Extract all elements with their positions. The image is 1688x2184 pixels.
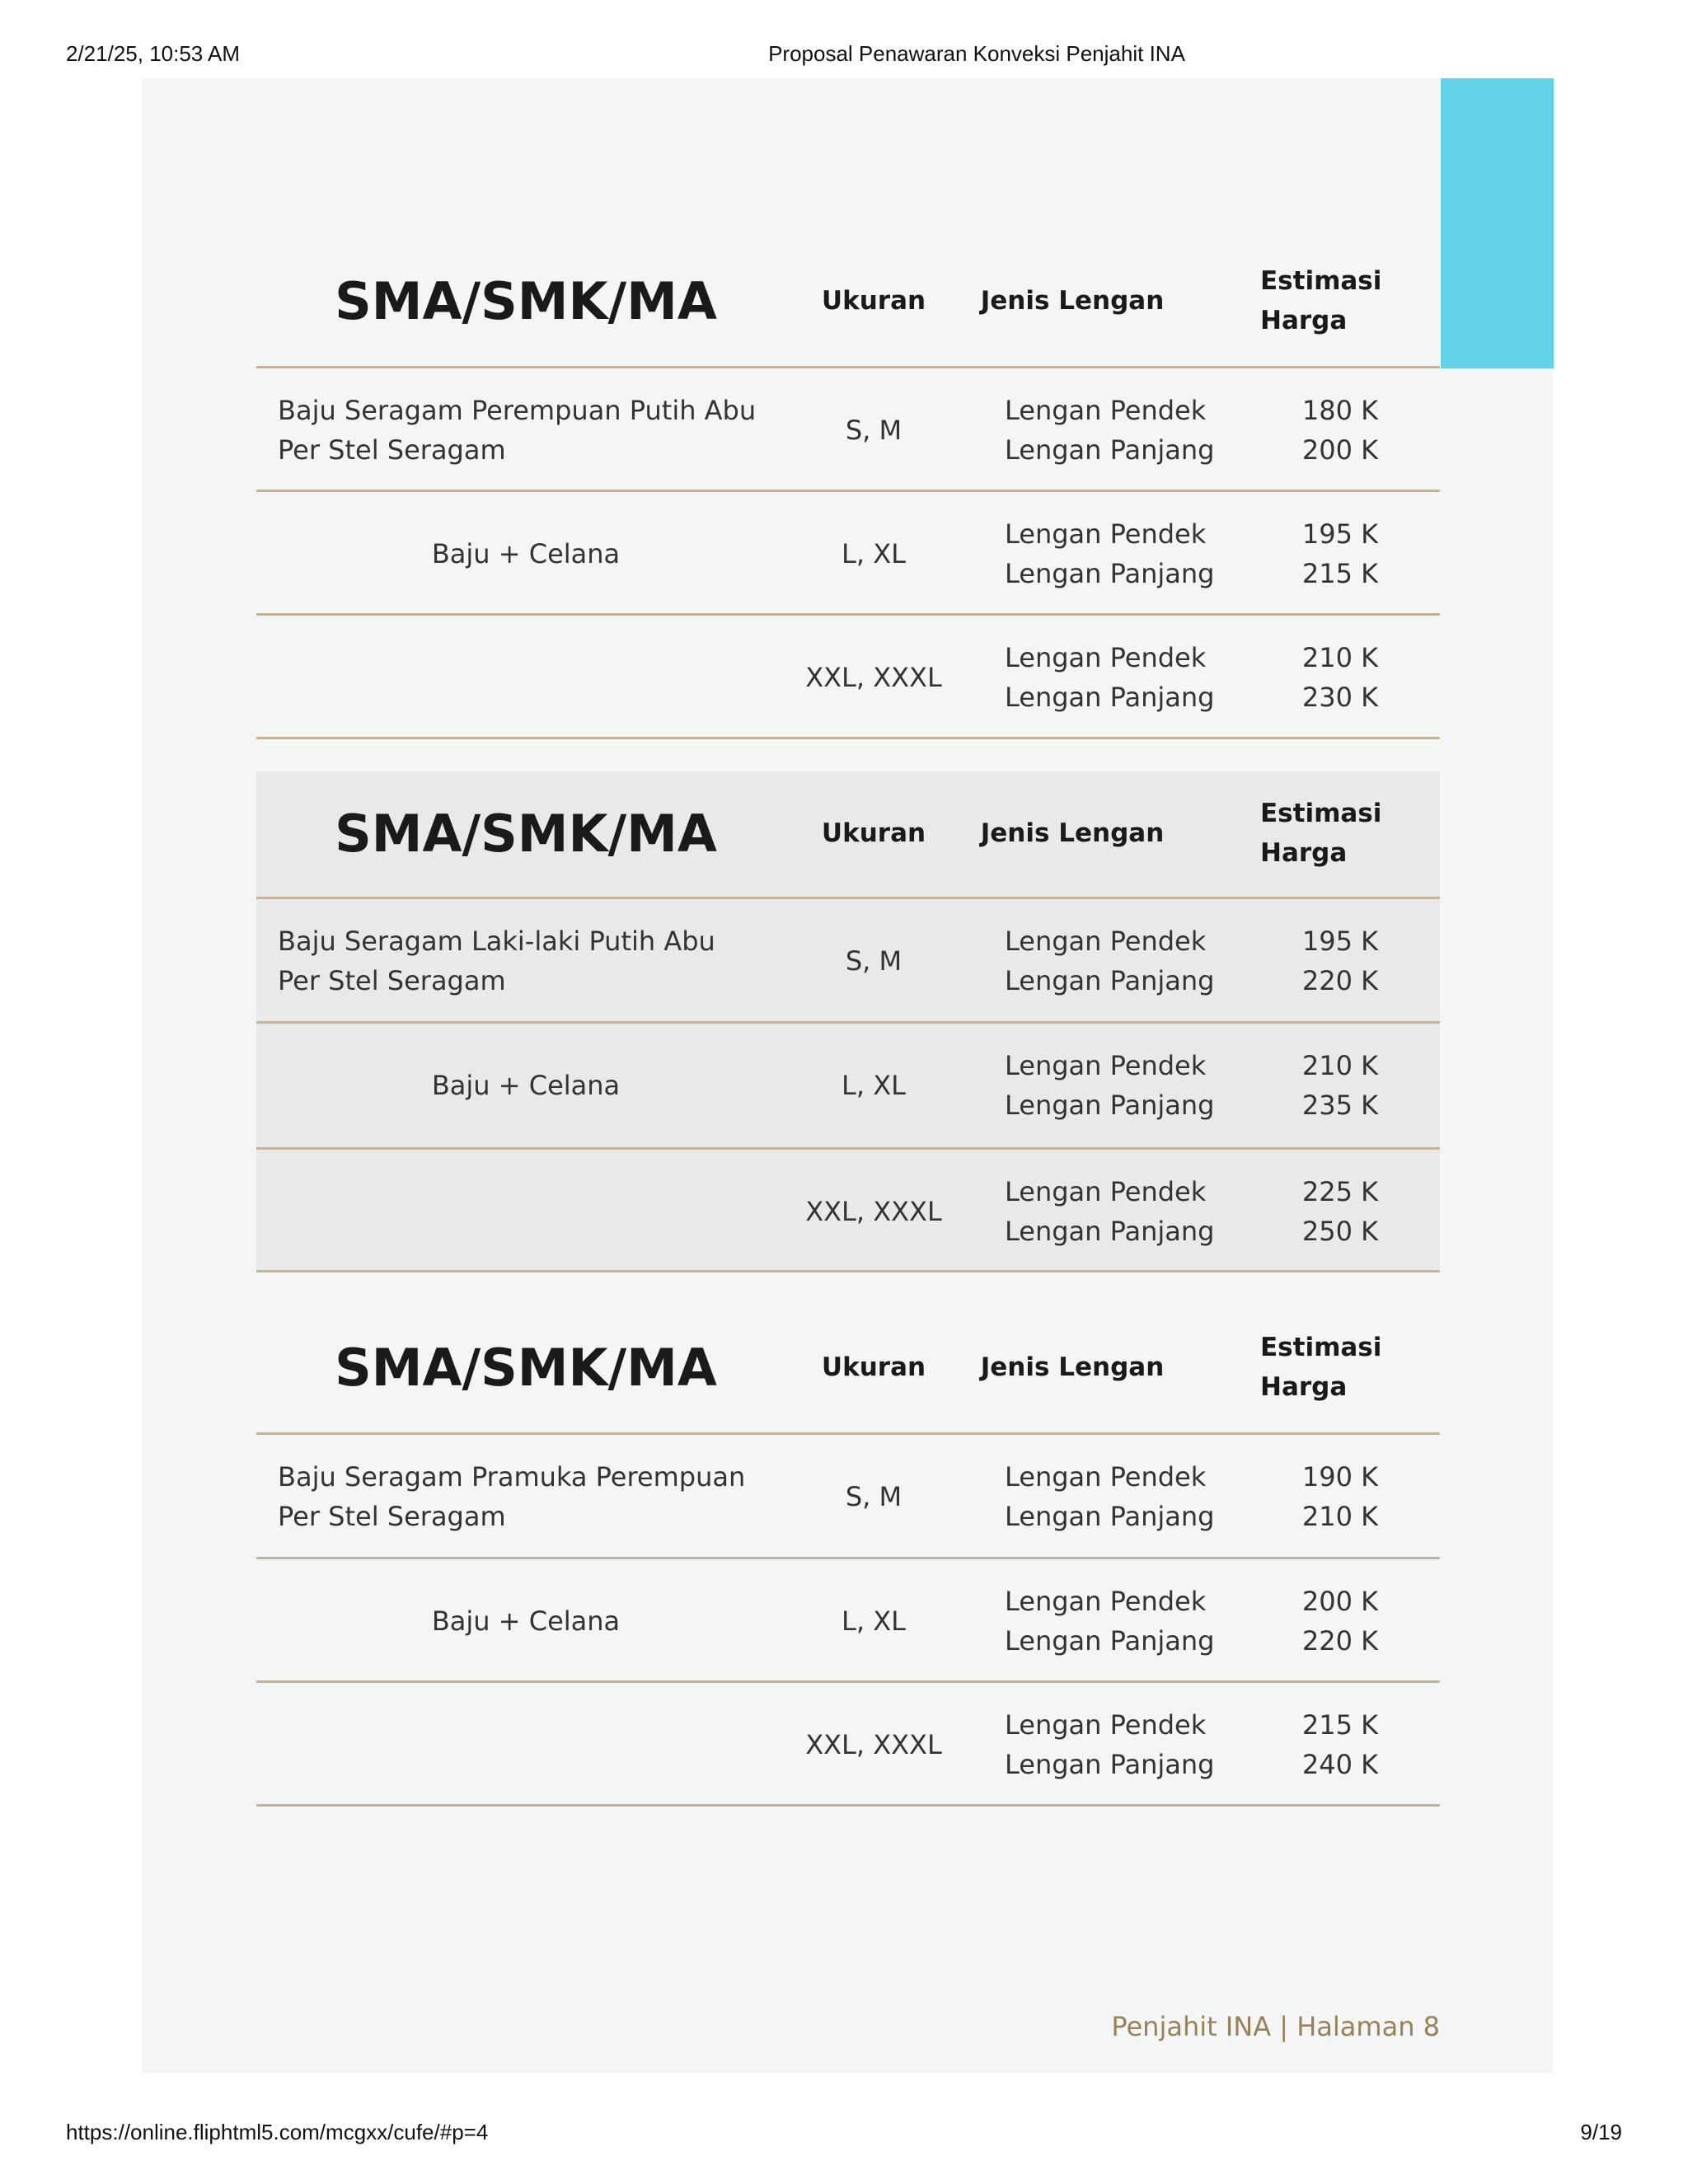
row-sleeve bbox=[1005, 1683, 1219, 1807]
row-size: L, XL bbox=[842, 538, 906, 569]
row-sleeve-long: Lengan Panjang bbox=[1005, 558, 1215, 589]
table-header bbox=[256, 1305, 1440, 1429]
row-price-short: 180 K bbox=[1301, 395, 1379, 426]
row-sleeve-short: Lengan Pendek bbox=[1005, 1050, 1207, 1081]
row-price-long: 250 K bbox=[1301, 1216, 1379, 1247]
col-header-jenis-lengan: Jenis Lengan bbox=[980, 818, 1165, 848]
row-description bbox=[256, 1559, 795, 1683]
col-header-ukuran: Ukuran bbox=[821, 818, 926, 848]
row-price-long: 210 K bbox=[1301, 1501, 1379, 1532]
row-description-line2: Per Stel Seragam bbox=[278, 434, 506, 466]
row-description-line1: Baju Seragam Perempuan Putih Abu bbox=[278, 395, 757, 426]
table-rule bbox=[256, 1270, 1440, 1272]
row-sleeve bbox=[1005, 492, 1219, 616]
row-price-short: 210 K bbox=[1301, 1050, 1379, 1081]
print-title-wrap bbox=[0, 41, 1688, 67]
col-header-ukuran: Ukuran bbox=[821, 1352, 926, 1382]
row-price-short: 190 K bbox=[1301, 1461, 1379, 1493]
print-url: https://online.fliphtml5.com/mcgxx/cufe/#p=4 bbox=[66, 2120, 489, 2144]
row-price bbox=[1270, 1150, 1410, 1273]
row-sleeve-short: Lengan Pendek bbox=[1005, 1586, 1207, 1617]
col-header-harga-line2: Harga bbox=[1260, 306, 1348, 335]
row-price-long: 240 K bbox=[1301, 1749, 1379, 1780]
row-sleeve bbox=[1005, 1024, 1219, 1147]
row-price-short: 210 K bbox=[1301, 642, 1379, 673]
table-heading: SMA/SMK/MA bbox=[335, 270, 717, 331]
col-header-harga-line2: Harga bbox=[1260, 838, 1348, 868]
row-size: XXL, XXXL bbox=[805, 1729, 942, 1760]
row-size: XXL, XXXL bbox=[805, 662, 942, 693]
accent-block bbox=[1441, 78, 1554, 368]
table-heading: SMA/SMK/MA bbox=[335, 1337, 717, 1398]
row-sleeve bbox=[1005, 1559, 1219, 1683]
row-description bbox=[278, 1435, 781, 1558]
print-datetime: 2/21/25, 10:53 AM bbox=[66, 41, 241, 66]
row-sleeve bbox=[1005, 1435, 1219, 1558]
row-price bbox=[1270, 492, 1410, 616]
price-table-1 bbox=[256, 239, 1440, 737]
row-size: L, XL bbox=[842, 1605, 906, 1637]
row-sleeve-short: Lengan Pendek bbox=[1005, 395, 1207, 426]
print-header bbox=[0, 41, 1688, 71]
table-row bbox=[256, 1024, 1440, 1147]
row-description bbox=[278, 899, 781, 1023]
row-size: S, M bbox=[845, 415, 903, 446]
row-sleeve-long: Lengan Panjang bbox=[1005, 682, 1215, 713]
row-price-long: 220 K bbox=[1301, 1625, 1379, 1657]
row-sleeve-short: Lengan Pendek bbox=[1005, 1461, 1207, 1493]
row-price-short: 195 K bbox=[1301, 926, 1379, 957]
col-header-estimasi-harga bbox=[1260, 771, 1425, 895]
col-header-harga-line1: Estimasi bbox=[1260, 266, 1382, 296]
row-description bbox=[256, 1024, 795, 1147]
row-price bbox=[1270, 1024, 1410, 1147]
table-rule bbox=[256, 1804, 1440, 1807]
row-sleeve-short: Lengan Pendek bbox=[1005, 1709, 1207, 1741]
row-price-short: 200 K bbox=[1301, 1586, 1379, 1617]
row-size: L, XL bbox=[842, 1070, 906, 1101]
row-price-short: 225 K bbox=[1301, 1176, 1379, 1207]
table-heading: SMA/SMK/MA bbox=[335, 803, 717, 864]
table-row bbox=[256, 899, 1440, 1023]
row-description-line1: Baju + Celana bbox=[431, 1070, 621, 1101]
row-description bbox=[278, 368, 781, 492]
row-size: S, M bbox=[845, 1481, 903, 1512]
price-table-3 bbox=[256, 1305, 1440, 1804]
row-description bbox=[256, 492, 795, 616]
row-price bbox=[1270, 1559, 1410, 1683]
row-sleeve-long: Lengan Panjang bbox=[1005, 1216, 1215, 1247]
col-header-jenis-lengan: Jenis Lengan bbox=[980, 286, 1165, 316]
row-price-long: 220 K bbox=[1301, 965, 1379, 996]
row-price-long: 200 K bbox=[1301, 434, 1379, 466]
row-sleeve-short: Lengan Pendek bbox=[1005, 642, 1207, 673]
row-description-line1: Baju Seragam Laki-laki Putih Abu bbox=[278, 926, 715, 957]
row-price-short: 215 K bbox=[1301, 1709, 1379, 1741]
col-header-harga-line1: Estimasi bbox=[1260, 1333, 1382, 1362]
col-header-estimasi-harga bbox=[1260, 1305, 1425, 1429]
row-sleeve-long: Lengan Panjang bbox=[1005, 1749, 1215, 1780]
col-header-ukuran: Ukuran bbox=[821, 286, 926, 316]
row-sleeve-short: Lengan Pendek bbox=[1005, 926, 1207, 957]
table-row bbox=[256, 1683, 1440, 1807]
row-description-line1: Baju Seragam Pramuka Perempuan bbox=[278, 1461, 746, 1493]
row-sleeve bbox=[1005, 616, 1219, 739]
row-price-long: 235 K bbox=[1301, 1090, 1379, 1121]
row-price-short: 195 K bbox=[1301, 518, 1379, 550]
row-price-long: 230 K bbox=[1301, 682, 1379, 713]
table-rule bbox=[256, 737, 1440, 739]
row-sleeve bbox=[1005, 899, 1219, 1023]
row-description-line2: Per Stel Seragam bbox=[278, 965, 506, 996]
col-header-jenis-lengan: Jenis Lengan bbox=[980, 1352, 1165, 1382]
table-row bbox=[256, 368, 1440, 492]
row-sleeve-long: Lengan Panjang bbox=[1005, 965, 1215, 996]
row-sleeve-short: Lengan Pendek bbox=[1005, 1176, 1207, 1207]
col-header-harga-line1: Estimasi bbox=[1260, 799, 1382, 828]
row-price bbox=[1270, 1435, 1410, 1558]
row-size: XXL, XXXL bbox=[805, 1196, 942, 1227]
print-title: Proposal Penawaran Konveksi Penjahit INA bbox=[768, 41, 1185, 66]
row-price bbox=[1270, 1683, 1410, 1807]
col-header-harga-line2: Harga bbox=[1260, 1372, 1348, 1402]
price-table-2 bbox=[256, 771, 1440, 1270]
col-header-estimasi-harga bbox=[1260, 239, 1425, 363]
row-sleeve-short: Lengan Pendek bbox=[1005, 518, 1207, 550]
row-sleeve bbox=[1005, 1150, 1219, 1273]
print-footer bbox=[0, 2120, 1688, 2149]
table-row bbox=[256, 1559, 1440, 1683]
row-description-line1: Baju + Celana bbox=[431, 538, 621, 569]
row-sleeve bbox=[1005, 368, 1219, 492]
table-row bbox=[256, 492, 1440, 616]
table-row bbox=[256, 616, 1440, 739]
table-header bbox=[256, 239, 1440, 363]
row-description-line2: Per Stel Seragam bbox=[278, 1501, 506, 1532]
row-sleeve-long: Lengan Panjang bbox=[1005, 434, 1215, 466]
row-price bbox=[1270, 899, 1410, 1023]
row-size: S, M bbox=[845, 945, 903, 977]
row-sleeve-long: Lengan Panjang bbox=[1005, 1625, 1215, 1657]
table-row bbox=[256, 1435, 1440, 1558]
row-price bbox=[1270, 368, 1410, 492]
row-price-long: 215 K bbox=[1301, 558, 1379, 589]
table-header bbox=[256, 771, 1440, 895]
row-description-line1: Baju + Celana bbox=[431, 1605, 621, 1637]
table-row bbox=[256, 1150, 1440, 1273]
print-page-count: 9/19 bbox=[1580, 2120, 1622, 2144]
row-price bbox=[1270, 616, 1410, 739]
row-sleeve-long: Lengan Panjang bbox=[1005, 1501, 1215, 1532]
row-sleeve-long: Lengan Panjang bbox=[1005, 1090, 1215, 1121]
page-footer: Penjahit INA | Halaman 8 bbox=[1111, 2011, 1440, 2042]
